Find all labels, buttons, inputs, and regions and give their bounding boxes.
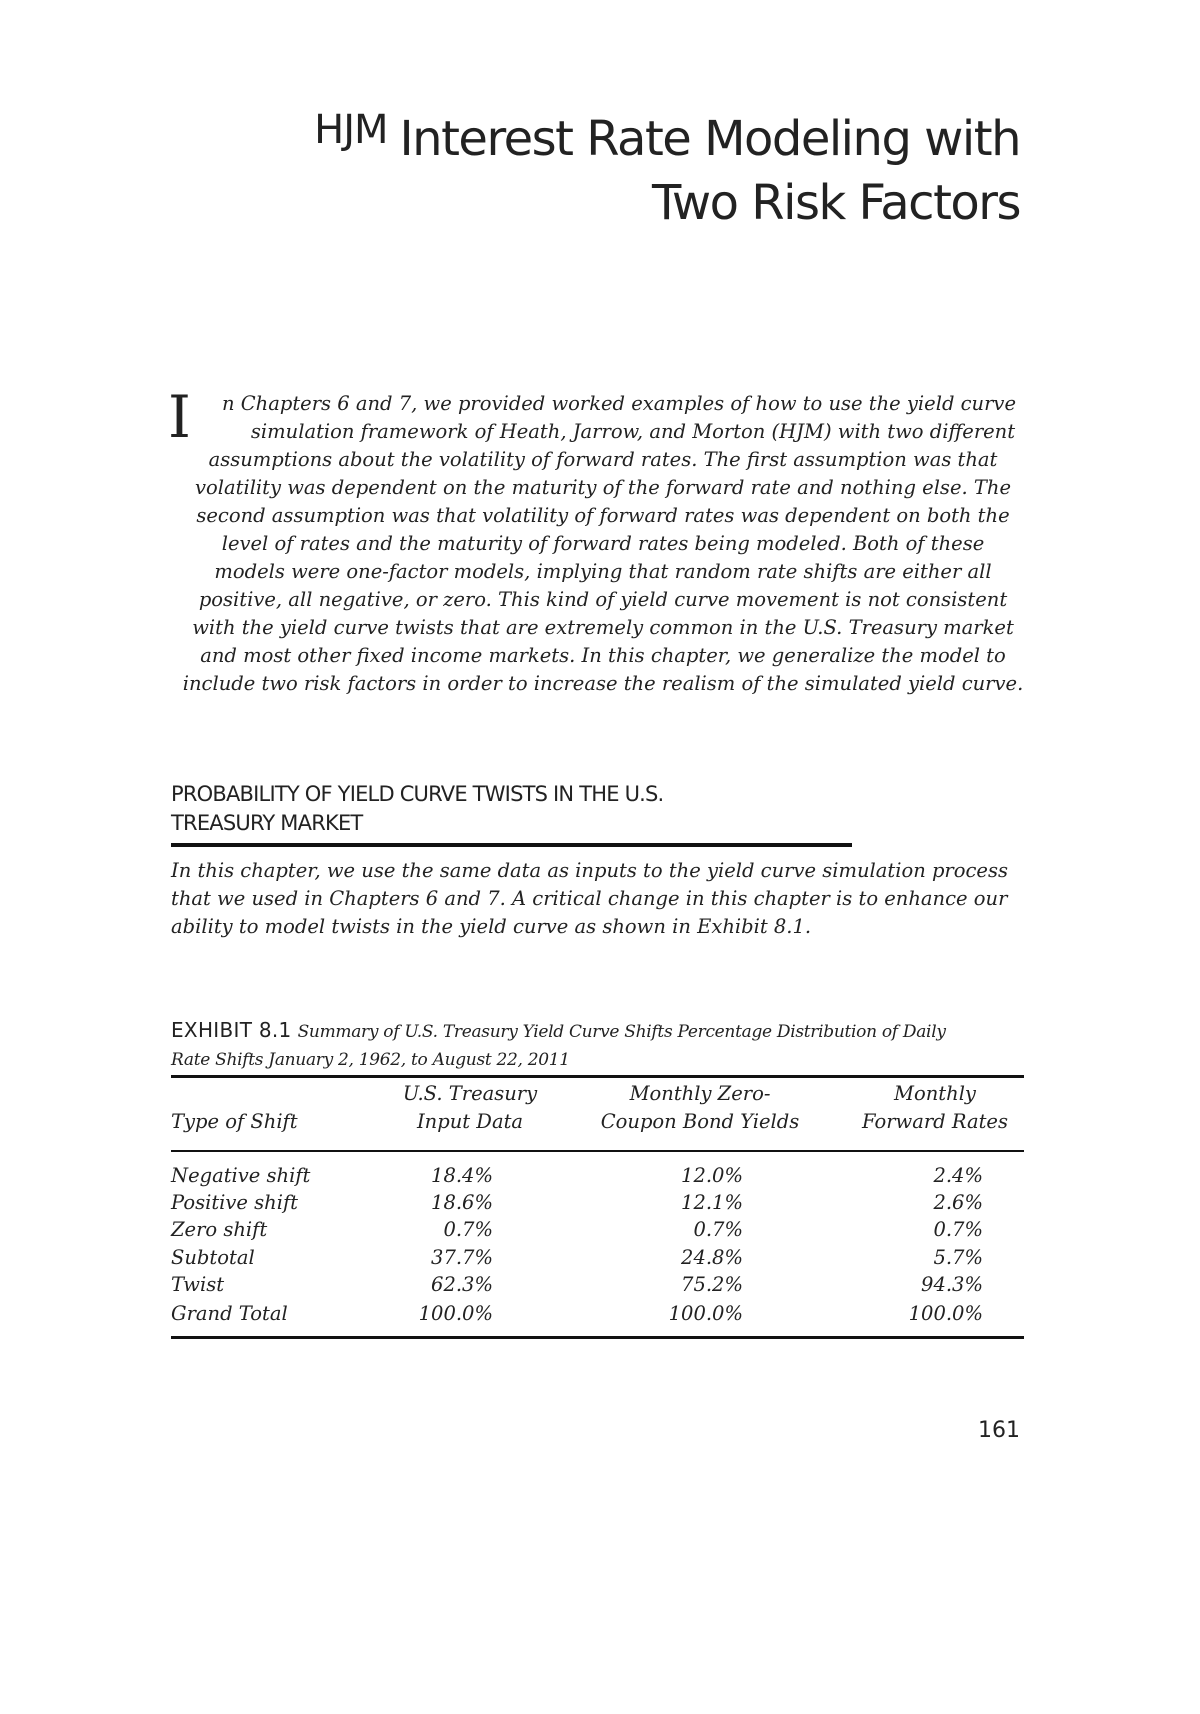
row-forward: 100.0% <box>908 1302 983 1325</box>
intro-line: models were one-factor models, implying that random rate shifts are either all <box>214 560 992 583</box>
row-treasury: 37.7% <box>431 1246 493 1269</box>
table-bottom-rule <box>171 1336 1024 1339</box>
table-header-type: Type of Shift <box>171 1110 298 1133</box>
row-zero-coupon: 0.7% <box>693 1218 743 1241</box>
table-header-rule <box>171 1150 1024 1152</box>
page-number: 161 <box>978 1418 1020 1443</box>
row-forward: 94.3% <box>921 1273 983 1296</box>
row-type: Grand Total <box>171 1302 288 1325</box>
body-line: In this chapter, we use the same data as inputs to the yield curve simulation process <box>171 859 1008 882</box>
intro-line: simulation framework of Heath, Jarrow, and Morton (HJM) with two different <box>250 420 1016 443</box>
row-zero-coupon: 75.2% <box>681 1273 743 1296</box>
table-top-rule <box>171 1075 1024 1078</box>
intro-line: include two risk factors in order to increase the realism of the simulated yield curve. <box>182 672 1024 695</box>
intro-line: level of rates and the maturity of forward rates being modeled. Both of these <box>221 532 985 555</box>
body-paragraph <box>171 857 1021 941</box>
row-zero-coupon: 12.1% <box>681 1191 743 1214</box>
table-header-forward <box>845 1080 1025 1136</box>
intro-line: and most other fixed income markets. In this chapter, we generalize the model to <box>200 644 1006 667</box>
section-heading <box>171 780 851 838</box>
row-treasury: 100.0% <box>418 1302 493 1325</box>
intro-paragraph <box>180 390 1026 698</box>
section-heading-line-2: TREASURY MARKET <box>171 811 363 835</box>
intro-line: volatility was dependent on the maturity of the forward rate and nothing else. The <box>195 476 1011 499</box>
row-treasury: 18.4% <box>431 1164 493 1187</box>
row-forward: 5.7% <box>933 1246 983 1269</box>
row-forward: 2.4% <box>933 1164 983 1187</box>
row-treasury: 0.7% <box>443 1218 493 1241</box>
table-header-zero-coupon-line-2: Coupon Bond Yields <box>600 1110 800 1133</box>
chapter-prefix: HJM <box>314 107 388 153</box>
row-type: Subtotal <box>171 1246 255 1269</box>
row-zero-coupon: 24.8% <box>681 1246 743 1269</box>
section-heading-line-1: PROBABILITY OF YIELD CURVE TWISTS IN THE U.S. <box>171 782 664 806</box>
intro-line: second assumption was that volatility of forward rates was dependent on both the <box>196 504 1010 527</box>
intro-line: positive, all negative, or zero. This kind of yield curve movement is not consistent <box>198 588 1008 611</box>
section-divider <box>171 843 852 847</box>
chapter-title-text-1: Interest Rate Modeling with <box>399 111 1020 167</box>
body-line: that we used in Chapters 6 and 7. A critical change in this chapter is to enhance our <box>171 887 1008 910</box>
table-header-forward-line-2: Forward Rates <box>862 1110 1008 1133</box>
body-line: ability to model twists in the yield curve as shown in Exhibit 8.1. <box>171 915 812 938</box>
row-type: Negative shift <box>171 1164 311 1187</box>
chapter-title <box>314 98 1020 235</box>
row-treasury: 62.3% <box>431 1273 493 1296</box>
exhibit-caption-text-1: Summary of U.S. Treasury Yield Curve Shifts Percentage Distribution of Daily <box>297 1022 946 1042</box>
intro-line: with the yield curve twists that are extremely common in the U.S. Treasury market <box>192 616 1014 639</box>
table-header-zero-coupon <box>580 1080 820 1136</box>
table-header-forward-line-1: Monthly <box>894 1082 976 1105</box>
row-type: Twist <box>171 1273 225 1296</box>
intro-line: assumptions about the volatility of forward rates. The first assumption was that <box>208 448 998 471</box>
intro-line: n Chapters 6 and 7, we provided worked examples of how to use the yield curve <box>222 392 1016 415</box>
table-header-treasury-line-1: U.S. Treasury <box>402 1082 538 1105</box>
exhibit-caption <box>171 1016 1031 1074</box>
row-treasury: 18.6% <box>431 1191 493 1214</box>
row-forward: 0.7% <box>933 1218 983 1241</box>
row-zero-coupon: 100.0% <box>668 1302 743 1325</box>
table-header-zero-coupon-line-1: Monthly Zero- <box>629 1082 771 1105</box>
row-forward: 2.6% <box>933 1191 983 1214</box>
table-header-treasury <box>365 1080 575 1136</box>
exhibit-caption-line-2: Rate Shifts January 2, 1962, to August 22, 2011 <box>171 1050 570 1070</box>
chapter-title-line-2: Two Risk Factors <box>652 175 1020 231</box>
row-type: Zero shift <box>171 1218 268 1241</box>
row-zero-coupon: 12.0% <box>681 1164 743 1187</box>
row-type: Positive shift <box>171 1191 298 1214</box>
exhibit-caption-line-1 <box>171 1016 1031 1046</box>
exhibit-label: EXHIBIT 8.1 <box>171 1018 292 1042</box>
chapter-title-line-1 <box>314 98 1020 171</box>
drop-cap: I <box>168 383 191 451</box>
table-header-treasury-line-2: Input Data <box>416 1110 524 1133</box>
